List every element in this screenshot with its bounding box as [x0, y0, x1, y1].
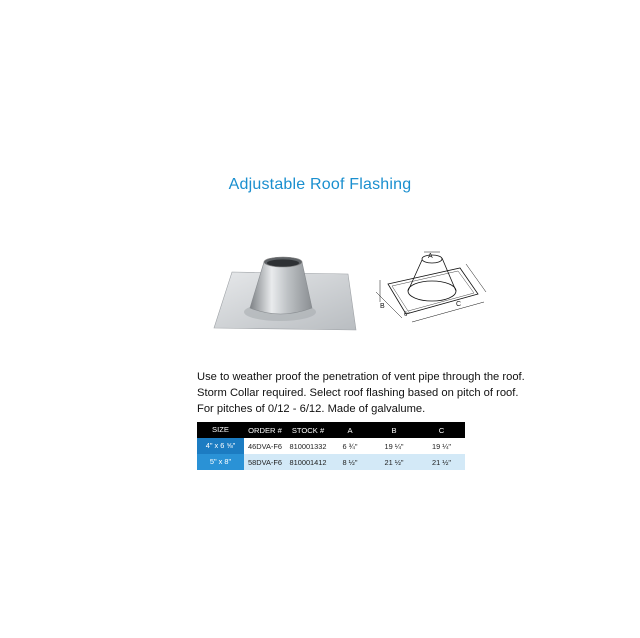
specifications-table [197, 422, 465, 470]
cell-c: 19 ¼" [431, 441, 452, 451]
cell-b: 21 ½" [384, 457, 404, 467]
cell-order: 58DVA-F6 [248, 457, 282, 467]
cell-a: 6 ¾" [342, 441, 358, 451]
table-row [197, 438, 465, 454]
table-header-row [197, 422, 465, 438]
header-order: ORDER # [248, 425, 282, 435]
header-b: B [391, 425, 397, 435]
flashing-dimension-diagram [366, 244, 491, 330]
roof-flashing-photo [212, 246, 357, 336]
dimension-a-label: A [428, 253, 433, 260]
cell-c: 21 ½" [431, 457, 452, 467]
cell-size: 4" x 6 ⅝" [197, 438, 244, 454]
product-description: Use to weather proof the penetration of vent pipe through the roof. Storm Collar required. Select roof flashing based on pitch of roof. For pitches of 0/12 - 6/12. Made of galvalume. [197, 371, 525, 415]
table-row [197, 454, 465, 470]
cell-stock: 810001332 [289, 441, 327, 451]
cell-b: 19 ¼" [384, 441, 404, 451]
cell-a: 8 ½" [342, 457, 358, 467]
header-stock: STOCK # [291, 425, 325, 435]
header-a: A [347, 425, 353, 435]
header-c: C [438, 425, 445, 435]
page-title: Adjustable Roof Flashing [228, 176, 412, 193]
dimension-b-label: B [380, 303, 385, 310]
header-size: SIZE [197, 422, 244, 438]
cell-size: 5" x 8" [197, 454, 244, 470]
cell-stock: 810001412 [289, 457, 327, 467]
cell-order: 46DVA-F6 [248, 441, 282, 451]
dimension-c-label: C [456, 301, 462, 308]
angle-label: 6° [404, 312, 410, 318]
